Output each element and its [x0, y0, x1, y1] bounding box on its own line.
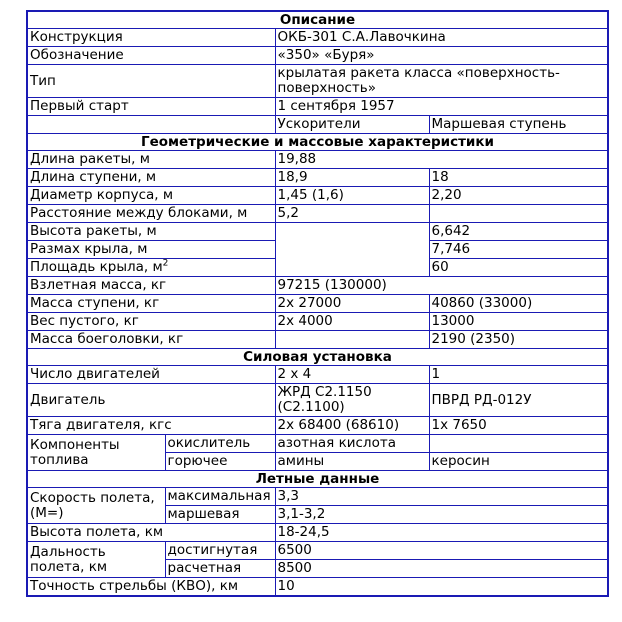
- label-first-launch: Первый старт: [27, 98, 275, 116]
- row-rocket-length: [27, 151, 608, 169]
- row-flight-altitude: [27, 524, 608, 542]
- value-flight-altitude: 18-24,5: [275, 524, 608, 542]
- row-engine-thrust: [27, 417, 608, 435]
- row-rocket-height: [27, 223, 608, 241]
- label-range: Дальность полета, км: [27, 542, 165, 578]
- row-stage-headers: [27, 116, 608, 134]
- row-stage-length: [27, 169, 608, 187]
- label-accuracy: Точность стрельбы (КВО), км: [27, 578, 275, 597]
- value-wing-area-sustainer: 60: [429, 259, 608, 277]
- value-body-diameter-boosters: 1,45 (1,6): [275, 187, 429, 205]
- label-wing-area-text: Площадь крыла, м: [30, 259, 163, 275]
- boosters-empty-block: [275, 223, 429, 277]
- value-wingspan-sustainer: 7,746: [429, 241, 608, 259]
- value-rocket-height-sustainer: 6,642: [429, 223, 608, 241]
- value-empty-weight-boosters: 2x 4000: [275, 313, 429, 331]
- section-description-row: [27, 11, 608, 29]
- label-body-diameter: Диаметр корпуса, м: [27, 187, 275, 205]
- row-engine: [27, 384, 608, 417]
- label-speed-max: максимальная: [165, 488, 275, 506]
- value-engine-boosters-line2: (С2.1100): [277, 399, 345, 415]
- section-geometry-row: [27, 134, 608, 151]
- label-takeoff-mass: Взлетная масса, кг: [27, 277, 275, 295]
- label-warhead-mass: Масса боеголовки, кг: [27, 331, 275, 349]
- label-wing-area-sup: 2: [162, 258, 169, 269]
- value-engine-thrust-boosters: 2х 68400 (68610): [275, 417, 429, 435]
- value-stage-mass-sustainer: 40860 (33000): [429, 295, 608, 313]
- row-first-launch: [27, 98, 608, 116]
- value-warhead-mass-boosters: [275, 331, 429, 349]
- label-designation: Обозначение: [27, 47, 275, 65]
- label-engine-count: Число двигателей: [27, 366, 275, 384]
- spec-table: [26, 10, 609, 597]
- section-flight-row: [27, 471, 608, 488]
- row-type: [27, 65, 608, 98]
- value-warhead-mass-sustainer: 2190 (2350): [429, 331, 608, 349]
- section-powerplant-row: [27, 349, 608, 366]
- row-takeoff-mass: [27, 277, 608, 295]
- label-wing-area: [27, 259, 275, 277]
- value-engine-count-sustainer: 1: [429, 366, 608, 384]
- value-design: ОКБ-301 С.А.Лавочкина: [275, 29, 608, 47]
- label-speed-cruise: маршевая: [165, 506, 275, 524]
- label-empty-weight: Вес пустого, кг: [27, 313, 275, 331]
- stage-header-boosters: Ускорители: [275, 116, 429, 134]
- label-fuel: горючее: [165, 453, 275, 471]
- value-fuel-boosters: амины: [275, 453, 429, 471]
- value-fuel-sustainer: керосин: [429, 453, 608, 471]
- value-range-achieved: 6500: [275, 542, 608, 560]
- value-type: крылатая ракета класса «поверхность-поверхность»: [275, 65, 608, 98]
- label-wingspan: Размах крыла, м: [27, 241, 275, 259]
- value-rocket-length: 19,88: [275, 151, 608, 169]
- label-oxidizer: окислитель: [165, 435, 275, 453]
- row-body-diameter: [27, 187, 608, 205]
- label-engine: Двигатель: [27, 384, 275, 417]
- section-title-description: Описание: [27, 11, 608, 29]
- value-body-diameter-sustainer: 2,20: [429, 187, 608, 205]
- label-fuel-components: Компоненты топлива: [27, 435, 165, 471]
- label-stage-length: Длина ступени, м: [27, 169, 275, 187]
- label-block-spacing: Расстояние между блоками, м: [27, 205, 275, 223]
- value-oxidizer-boosters: азотная кислота: [275, 435, 429, 453]
- row-warhead-mass: [27, 331, 608, 349]
- value-empty-weight-sustainer: 13000: [429, 313, 608, 331]
- value-designation: «350» «Буря»: [275, 47, 608, 65]
- value-oxidizer-sustainer: [429, 435, 608, 453]
- label-rocket-length: Длина ракеты, м: [27, 151, 275, 169]
- label-flight-speed: Скорость полета, (М=): [27, 488, 165, 524]
- label-rocket-height: Высота ракеты, м: [27, 223, 275, 241]
- row-oxidizer: [27, 435, 608, 453]
- value-stage-mass-boosters: 2x 27000: [275, 295, 429, 313]
- row-design: [27, 29, 608, 47]
- label-range-achieved: достигнутая: [165, 542, 275, 560]
- value-engine-count-boosters: 2 х 4: [275, 366, 429, 384]
- label-flight-altitude: Высота полета, км: [27, 524, 275, 542]
- value-block-spacing-boosters: 5,2: [275, 205, 429, 223]
- value-takeoff-mass: 97215 (130000): [275, 277, 608, 295]
- value-stage-length-boosters: 18,9: [275, 169, 429, 187]
- row-block-spacing: [27, 205, 608, 223]
- value-engine-boosters-line1: ЖРД С2.1150: [277, 384, 372, 400]
- value-engine-boosters: [275, 384, 429, 417]
- value-engine-sustainer: ПВРД РД-012У: [429, 384, 608, 417]
- label-design: Конструкция: [27, 29, 275, 47]
- value-accuracy: 10: [275, 578, 608, 597]
- section-title-flight: Летные данные: [27, 471, 608, 488]
- label-type: Тип: [27, 65, 275, 98]
- row-accuracy: [27, 578, 608, 597]
- row-speed-max: [27, 488, 608, 506]
- value-block-spacing-sustainer: [429, 205, 608, 223]
- label-engine-thrust: Тяга двигателя, кгс: [27, 417, 275, 435]
- section-title-powerplant: Силовая установка: [27, 349, 608, 366]
- stage-header-sustainer: Маршевая ступень: [429, 116, 608, 134]
- row-engine-count: [27, 366, 608, 384]
- value-engine-thrust-sustainer: 1х 7650: [429, 417, 608, 435]
- value-speed-max: 3,3: [275, 488, 608, 506]
- row-stage-mass: [27, 295, 608, 313]
- stage-header-empty: [27, 116, 275, 134]
- row-range-achieved: [27, 542, 608, 560]
- row-empty-weight: [27, 313, 608, 331]
- value-range-design: 8500: [275, 560, 608, 578]
- value-first-launch: 1 сентября 1957: [275, 98, 608, 116]
- value-speed-cruise: 3,1-3,2: [275, 506, 608, 524]
- value-stage-length-sustainer: 18: [429, 169, 608, 187]
- section-title-geometry: Геометрические и массовые характеристики: [27, 134, 608, 151]
- label-stage-mass: Масса ступени, кг: [27, 295, 275, 313]
- row-designation: [27, 47, 608, 65]
- label-range-design: расчетная: [165, 560, 275, 578]
